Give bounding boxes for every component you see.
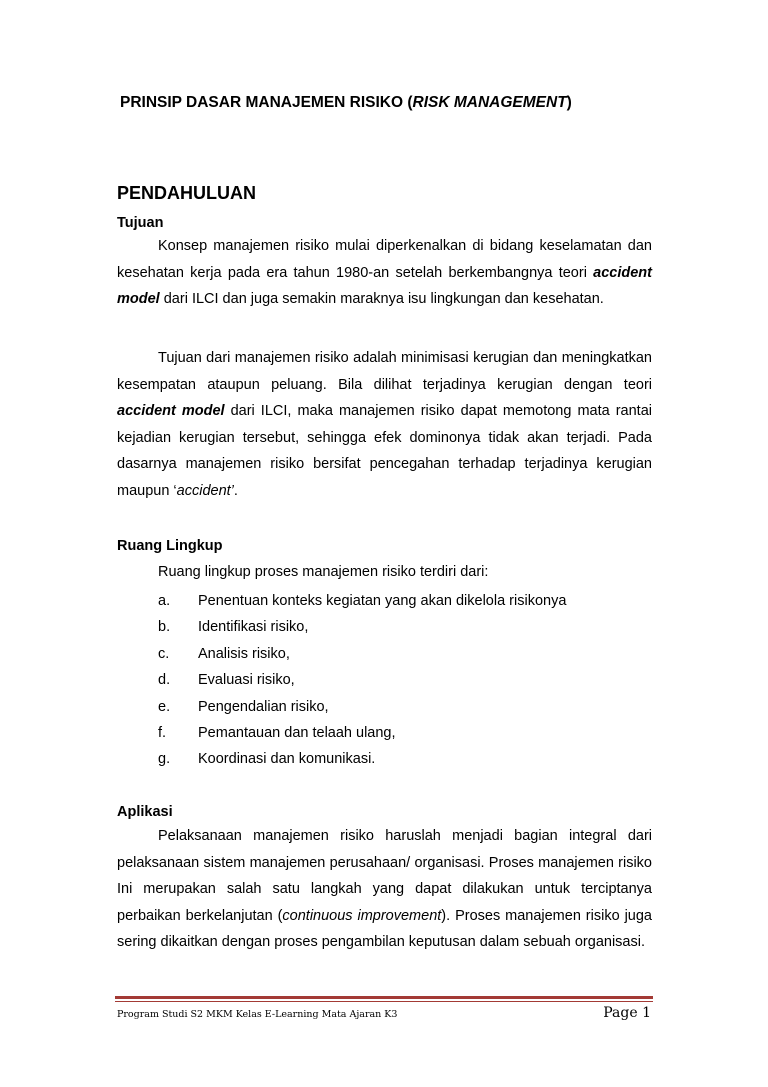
list-item: f. Pemantauan dan telaah ulang,: [158, 724, 396, 741]
paragraph-tujuan-2: Tujuan dari manajemen risiko adalah minimisasi kerugian dan meningkatkan kesempatan ataupun peluang. Bila dilihat terjadinya kerugian dengan teori accident model dari ILCI, maka manajemen risiko dapat memotong mata rantai kejadian kerugian tersebut, sehingga efek dominonya tidak akan terjadi. Pada dasarnya manajemen risiko bersifat pencegahan terhadap terjadinya kerugian maupun ‘accident’.: [117, 350, 652, 499]
paragraph-tujuan-1: Konsep manajemen risiko mulai diperkenalkan di bidang keselamatan dan kesehatan kerja pada era tahun 1980-an setelah berkembangnya teori accident model dari ILCI dan juga semakin maraknya isu lingkungan dan kesehatan.: [117, 238, 652, 307]
page-number: Page 1: [603, 1005, 651, 1021]
ruang-lingkup-list: [158, 588, 566, 773]
title-suffix: ): [566, 94, 572, 111]
list-item: b. Identifikasi risiko,: [158, 619, 309, 636]
title-text: PRINSIP DASAR MANAJEMEN RISIKO (: [120, 94, 413, 111]
list-item: c. Analisis risiko,: [158, 645, 290, 662]
title-italic: RISK MANAGEMENT: [412, 94, 567, 111]
list-item: d. Evaluasi risiko,: [158, 672, 295, 689]
heading-tujuan: Tujuan: [117, 215, 164, 231]
italic-accident: accident’: [176, 482, 234, 499]
document-title: [120, 94, 572, 112]
heading-aplikasi: Aplikasi: [117, 804, 173, 820]
emphasis-accident-model: accident model: [117, 264, 652, 307]
footer-divider-thin: [115, 1001, 653, 1002]
list-item: e. Pengendalian risiko,: [158, 698, 329, 715]
ruang-lingkup-intro: Ruang lingkup proses manajemen risiko terdiri dari:: [158, 564, 489, 580]
footer-divider-thick: [115, 996, 653, 999]
emphasis-accident-model-2: accident model: [117, 403, 225, 419]
paragraph-aplikasi: Pelaksanaan manajemen risiko haruslah menjadi bagian integral dari pelaksanaan sistem manajemen perusahaan/ organisasi. Proses manajemen risiko Ini merupakan salah satu langkah yang dapat dilakukan untuk terciptanya perbaikan berkelanjutan (continuous improvement). Proses manajemen risiko juga sering dikaitkan dengan proses pengambilan keputusan dalam sebuah organisasi.: [117, 828, 652, 950]
footer-course-label: Program Studi S2 MKM Kelas E-Learning Mata Ajaran K3: [117, 1009, 398, 1020]
list-item: a. Penentuan konteks kegiatan yang akan dikelola risikonya: [158, 593, 567, 609]
italic-continuous-improvement: continuous improvement: [282, 907, 442, 924]
section-heading: PENDAHULUAN: [117, 183, 256, 203]
list-item: g. Koordinasi dan komunikasi.: [158, 751, 376, 768]
heading-ruang-lingkup: Ruang Lingkup: [117, 538, 223, 554]
